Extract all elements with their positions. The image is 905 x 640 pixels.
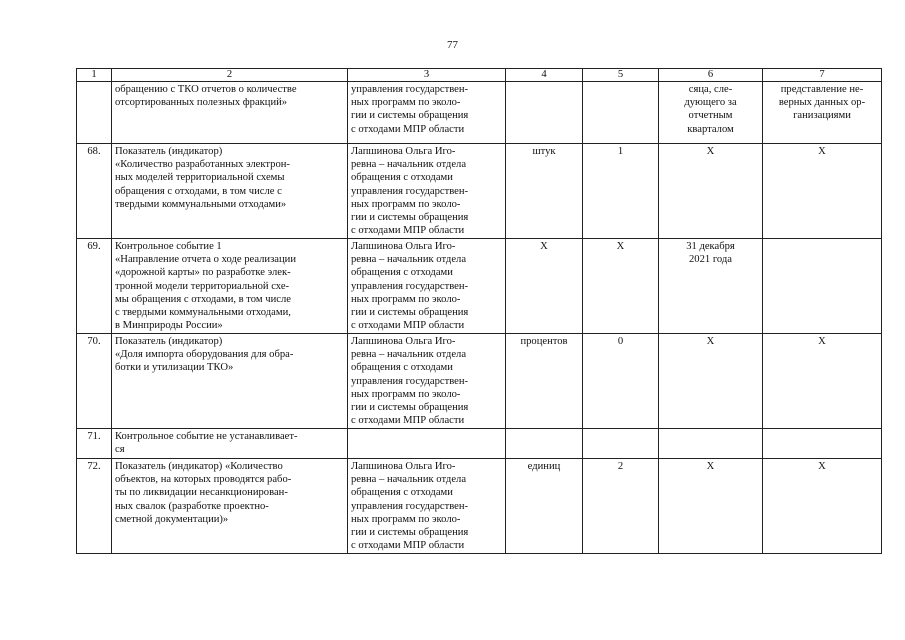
row-number: 69. (77, 239, 112, 334)
row-responsible: Лапшинова Ольга Иго- ревна – начальник отдела обращения с отходами управления государствен- ных программ по эколо- гии и системы обращения с отходами МПР области (348, 334, 506, 429)
row-responsible: Лапшинова Ольга Иго- ревна – начальник отдела обращения с отходами управления государствен- ных программ по эколо- гии и системы обращения с отходами МПР области (348, 459, 506, 554)
page-number: 77 (447, 39, 458, 51)
table-row (77, 334, 882, 429)
row-number: 72. (77, 459, 112, 554)
row-unit: штук (506, 144, 583, 239)
row-deadline: сяца, сле- дующего за отчетным кварталом (659, 82, 763, 144)
header-cell: 7 (763, 69, 882, 82)
row-note: Х (763, 144, 882, 239)
indicators-table (76, 68, 882, 554)
header-cell: 3 (348, 69, 506, 82)
row-number (77, 82, 112, 144)
row-value (583, 429, 659, 459)
header-cell: 1 (77, 69, 112, 82)
row-number: 68. (77, 144, 112, 239)
header-cell: 2 (112, 69, 348, 82)
header-cell: 5 (583, 69, 659, 82)
row-unit: процентов (506, 334, 583, 429)
row-note (763, 239, 882, 334)
row-number: 71. (77, 429, 112, 459)
row-note: Х (763, 334, 882, 429)
row-description: Показатель (индикатор) «Количество объектов, на которых проводятся рабо- ты по ликвидации несанкционирован- ных свалок (разработке проектно- сметной документации)» (112, 459, 348, 554)
row-description: Показатель (индикатор) «Доля импорта оборудования для обра- ботки и утилизации ТКО» (112, 334, 348, 429)
row-note (763, 429, 882, 459)
header-cell: 4 (506, 69, 583, 82)
row-unit: единиц (506, 459, 583, 554)
row-number: 70. (77, 334, 112, 429)
row-responsible: Лапшинова Ольга Иго- ревна – начальник отдела обращения с отходами управления государствен- ных программ по эколо- гии и системы обращения с отходами МПР области (348, 144, 506, 239)
table-row (77, 82, 882, 144)
row-responsible: управления государствен- ных программ по эколо- гии и системы обращения с отходами МПР области (348, 82, 506, 144)
table-row (77, 144, 882, 239)
row-value: 1 (583, 144, 659, 239)
row-unit (506, 429, 583, 459)
row-note: Х (763, 459, 882, 554)
header-cell: 6 (659, 69, 763, 82)
row-deadline: Х (659, 144, 763, 239)
row-note: представление не- верных данных ор- ганизациями (763, 82, 882, 144)
row-description: Показатель (индикатор) «Количество разработанных электрон- ных моделей территориальной схемы обращения с отходами, в том числе с твердыми коммунальными отходами» (112, 144, 348, 239)
table-row (77, 239, 882, 334)
row-unit (506, 82, 583, 144)
row-value: 0 (583, 334, 659, 429)
header-row (77, 69, 882, 82)
row-deadline (659, 429, 763, 459)
row-description: Контрольное событие 1 «Направление отчета о ходе реализации «дорожной карты» по разработке элек- тронной модели территориальной схе- мы обращения с отходами, в том числе с твердыми коммунальными отходами, в Минприроды России» (112, 239, 348, 334)
row-deadline: Х (659, 459, 763, 554)
row-value (583, 82, 659, 144)
row-description: обращению с ТКО отчетов о количестве отсортированных полезных фракций» (112, 82, 348, 144)
row-value: Х (583, 239, 659, 334)
row-responsible (348, 429, 506, 459)
row-responsible: Лапшинова Ольга Иго- ревна – начальник отдела обращения с отходами управления государствен- ных программ по эколо- гии и системы обращения с отходами МПР области (348, 239, 506, 334)
row-deadline: 31 декабря 2021 года (659, 239, 763, 334)
table-row (77, 429, 882, 459)
row-description: Контрольное событие не устанавливает- ся (112, 429, 348, 459)
row-value: 2 (583, 459, 659, 554)
row-deadline: Х (659, 334, 763, 429)
row-unit: Х (506, 239, 583, 334)
table-row (77, 459, 882, 554)
